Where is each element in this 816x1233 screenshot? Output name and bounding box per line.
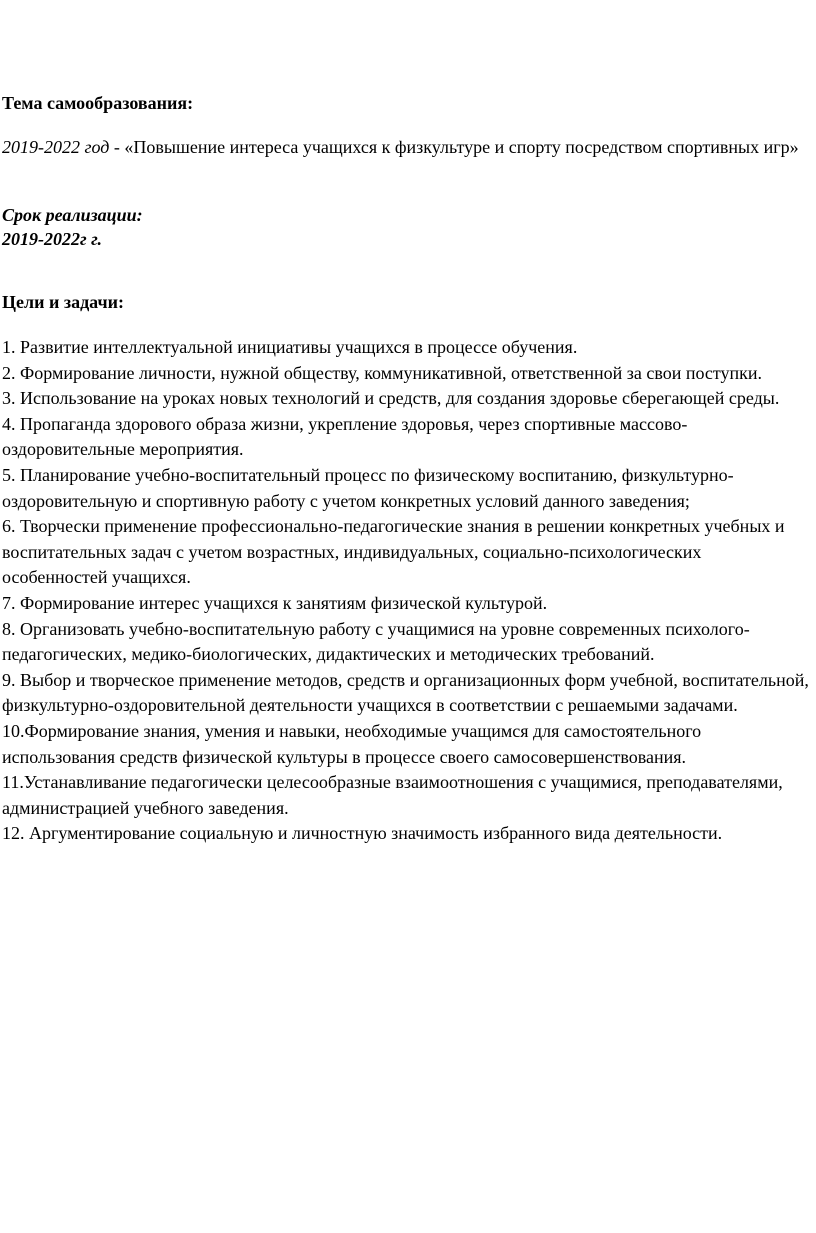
topic-text: «Повышение интереса учащихся к физкультуре и спорту посредством спортивных игр» <box>124 137 799 157</box>
goal-item: 10.Формирование знания, умения и навыки, необходимые учащимся для самостоятельного использования средств физической культуры в процессе своего самосовершенствования. <box>2 720 702 767</box>
goal-item: 8. Организовать учебно-воспитательную работу с учащимися на уровне современных психолого-педагогических, медико-биологических, дидактических и методических требований. <box>2 618 750 665</box>
term-value: 2019-2022г г. <box>2 229 103 249</box>
goals-list <box>2 335 810 847</box>
goal-item: 12. Аргументирование социальную и личностную значимость избранного вида деятельности. <box>2 823 723 844</box>
goal-item: 11.Устанавливание педагогически целесообразные взаимоотношения с учащимися, преподавателями, администрацией учебного заведения. <box>2 772 783 818</box>
topic-heading: Тема самообразования: <box>2 93 194 113</box>
topic-years: 2019-2022 год - <box>2 137 125 157</box>
goal-item: 5. Планирование учебно-воспитательный процесс по физическому воспитанию, физкультурно-оздоровительную и спортивную работу с учетом конкретных условий данного заведения; <box>2 464 734 511</box>
goal-item: 4. Пропаганда здорового образа жизни, укрепление здоровья, через спортивные массово-оздоровительные мероприятия. <box>2 413 688 460</box>
goal-item: 2. Формирование личности, нужной обществу, коммуникативной, ответственной за свои поступки. <box>2 362 763 383</box>
goal-item: 6. Творчески применение профессионально-педагогические знания в решении конкретных учебных и воспитательных задач с учетом возрастных, индивидуальных, социально-психологических особенностей учащихся. <box>2 516 785 588</box>
topic-statement <box>2 134 810 160</box>
term-label: Срок реализации: <box>2 205 143 225</box>
goal-item: 3. Использование на уроках новых технологий и средств, для создания здоровье сберегающей среды. <box>2 388 780 409</box>
goal-item: 7. Формирование интерес учащихся к занятиям физической культурой. <box>2 592 548 613</box>
goal-item: 9. Выбор и творческое применение методов, средств и организационных форм учебной, воспитательной, физкультурно-оздоровительной деятельности учащихся в соответствии с решаемыми задачами. <box>2 669 809 716</box>
goal-item: 1. Развитие интеллектуальной инициативы учащихся в процессе обучения. <box>2 337 578 357</box>
goals-heading: Цели и задачи: <box>2 292 124 312</box>
